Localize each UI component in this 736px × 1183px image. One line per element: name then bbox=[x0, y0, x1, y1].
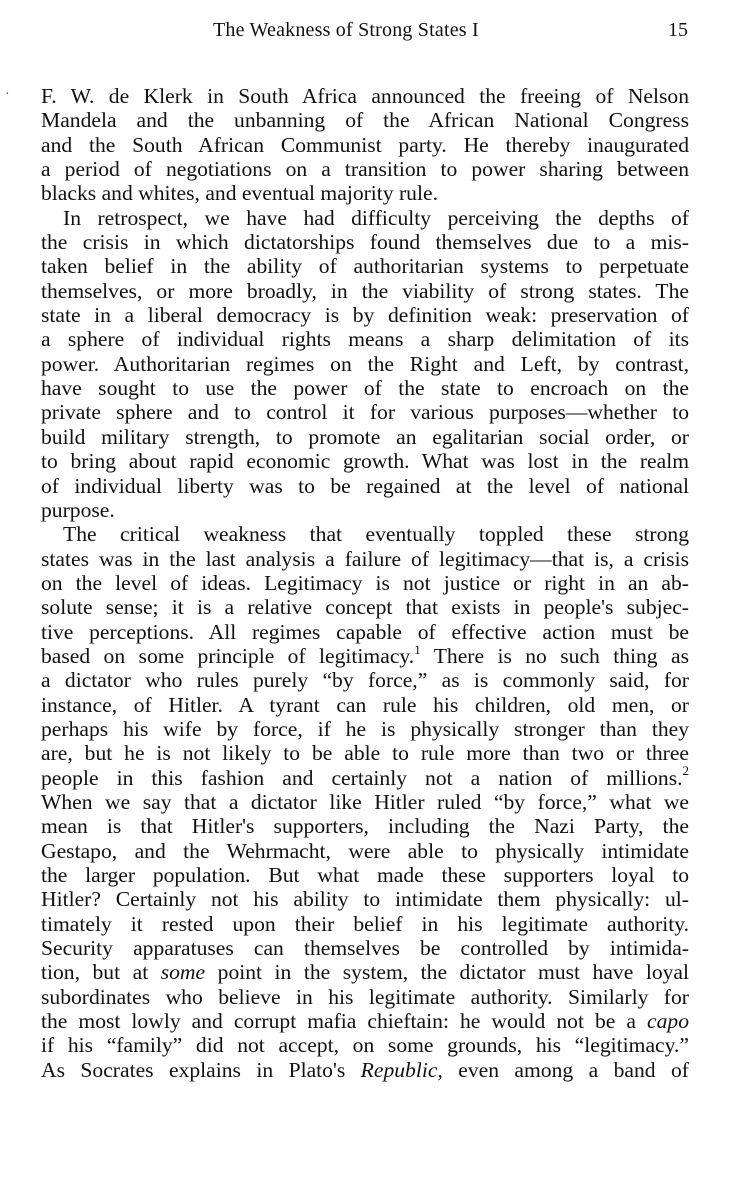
text-segment: When we say that a dictator like Hitler ruled “by force,” what we bbox=[41, 789, 689, 814]
text-segment: Security apparatuses can themselves be controlled by intimida- bbox=[41, 936, 689, 961]
text-line bbox=[41, 839, 689, 863]
text-line bbox=[41, 814, 689, 838]
text-line bbox=[41, 1033, 689, 1057]
text-segment: on the level of ideas. Legitimacy is not justice or right in an ab- bbox=[41, 570, 689, 595]
text-segment: based on some principle of legitimacy. bbox=[41, 643, 415, 668]
text-line bbox=[41, 571, 689, 595]
text-segment: state in a liberal democracy is by definition weak: preservation of bbox=[41, 303, 689, 328]
text-segment: As Socrates explains in Plato's bbox=[41, 1057, 361, 1082]
text-line bbox=[41, 327, 689, 351]
text-segment: themselves, or more broadly, in the viability of strong states. The bbox=[41, 278, 689, 303]
text-line bbox=[41, 960, 689, 984]
text-line bbox=[41, 254, 689, 278]
page-number: 15 bbox=[668, 19, 688, 41]
text-line bbox=[41, 84, 689, 108]
stray-mark: · bbox=[5, 87, 10, 102]
running-title: The Weakness of Strong States I bbox=[213, 19, 479, 41]
text-segment: tive perceptions. All regimes capable of effective action must be bbox=[41, 619, 689, 644]
text-segment: subordinates who believe in his legitimate authority. Similarly for bbox=[41, 984, 689, 1009]
text-line bbox=[41, 376, 689, 400]
text-line bbox=[41, 133, 689, 157]
text-segment: There is no such thing as bbox=[420, 643, 689, 668]
text-segment: are, but he is not likely to be able to rule more than two or three bbox=[41, 741, 689, 766]
text-segment: power. Authoritarian regimes on the Right and Left, by contrast, bbox=[41, 351, 689, 376]
text-line bbox=[41, 641, 689, 668]
text-line bbox=[41, 400, 689, 424]
text-segment: The critical weakness that eventually toppled these strong bbox=[63, 522, 689, 547]
text-line bbox=[41, 230, 689, 254]
text-line bbox=[41, 668, 689, 692]
body-text bbox=[41, 84, 689, 1082]
text-segment: people in this fashion and certainly not a nation of millions. bbox=[41, 765, 683, 790]
text-line bbox=[41, 181, 689, 205]
text-line bbox=[41, 352, 689, 376]
text-line bbox=[41, 1058, 689, 1082]
text-segment: point in the system, the dictator must have loyal bbox=[205, 960, 689, 985]
text-segment: a sphere of individual rights means a sharp delimitation of its bbox=[41, 327, 689, 352]
text-segment: tion, but at bbox=[41, 960, 161, 985]
text-segment: even among a band of bbox=[442, 1057, 689, 1082]
text-line bbox=[41, 206, 689, 230]
text-line bbox=[41, 717, 689, 741]
text-segment: blacks and whites, and eventual majority rule. bbox=[41, 181, 438, 206]
text-segment: and the South African Communist party. He thereby inaugurated bbox=[41, 132, 689, 157]
text-line bbox=[41, 985, 689, 1009]
footnote-marker: 1 bbox=[414, 641, 421, 657]
text-segment: solute sense; it is a relative concept that exists in people's subjec- bbox=[41, 595, 689, 620]
text-line bbox=[41, 693, 689, 717]
text-line bbox=[41, 790, 689, 814]
text-line bbox=[41, 474, 689, 498]
text-line bbox=[41, 763, 689, 790]
text-segment: instance, of Hitler. A tyrant can rule his children, old men, or bbox=[41, 692, 689, 717]
text-line bbox=[41, 620, 689, 644]
text-segment: timately it rested upon their belief in his legitimate authority. bbox=[41, 911, 689, 936]
text-line bbox=[41, 425, 689, 449]
text-segment: build military strength, to promote an egalitarian social order, or bbox=[41, 424, 689, 449]
text-line bbox=[41, 303, 689, 327]
text-segment: F. W. de Klerk in South Africa announced the freeing of Nelson bbox=[41, 84, 689, 108]
footnote-marker: 2 bbox=[682, 763, 689, 779]
running-header bbox=[0, 16, 736, 44]
text-segment: purpose. bbox=[41, 497, 115, 522]
text-line bbox=[41, 108, 689, 132]
text-segment: of individual liberty was to be regained at the level of national bbox=[41, 473, 689, 498]
text-segment: private sphere and to control it for various purposes—whether to bbox=[41, 400, 689, 425]
text-line bbox=[41, 157, 689, 181]
text-segment: to bring about rapid economic growth. What was lost in the realm bbox=[41, 449, 689, 474]
text-segment: taken belief in the ability of authoritarian systems to perpetuate bbox=[41, 254, 689, 279]
text-line bbox=[41, 1009, 689, 1033]
text-segment: the larger population. But what made these supporters loyal to bbox=[41, 863, 689, 887]
text-line bbox=[41, 936, 689, 960]
text-segment: Hitler? Certainly not his ability to intimidate them physically: ul- bbox=[41, 887, 689, 912]
text-line bbox=[41, 547, 689, 571]
text-segment: perhaps his wife by force, if he is physically stronger than they bbox=[41, 716, 689, 741]
text-segment: states was in the last analysis a failure of legitimacy—that is, a crisis bbox=[41, 546, 689, 571]
text-segment: have sought to use the power of the state to encroach on the bbox=[41, 376, 689, 401]
emphasis-text: capo bbox=[647, 1009, 689, 1034]
text-segment: a dictator who rules purely “by force,” as is commonly said, for bbox=[41, 668, 689, 693]
text-segment: Mandela and the unbanning of the African National Congress bbox=[41, 108, 689, 133]
text-segment: mean is that Hitler's supporters, including the Nazi Party, the bbox=[41, 814, 689, 839]
text-segment: if his “family” did not accept, on some grounds, his “legitimacy.” bbox=[41, 1033, 689, 1058]
text-line bbox=[41, 279, 689, 303]
text-line bbox=[41, 595, 689, 619]
text-segment: a period of negotiations on a transition to power sharing between bbox=[41, 157, 689, 182]
emphasis-text: Republic, bbox=[360, 1057, 443, 1082]
text-segment: the crisis in which dictatorships found themselves due to a mis- bbox=[41, 230, 689, 255]
text-segment: the most lowly and corrupt mafia chieftain: he would not be a bbox=[41, 1009, 648, 1034]
text-line bbox=[41, 912, 689, 936]
emphasis-text: some bbox=[160, 960, 206, 985]
text-line bbox=[41, 741, 689, 765]
text-line bbox=[41, 522, 689, 546]
text-line bbox=[41, 449, 689, 473]
text-line bbox=[41, 498, 689, 522]
text-line bbox=[41, 887, 689, 911]
text-line bbox=[41, 863, 689, 887]
text-segment: Gestapo, and the Wehrmacht, were able to physically intimidate bbox=[41, 838, 689, 863]
text-segment: In retrospect, we have had difficulty perceiving the depths of bbox=[63, 205, 689, 230]
